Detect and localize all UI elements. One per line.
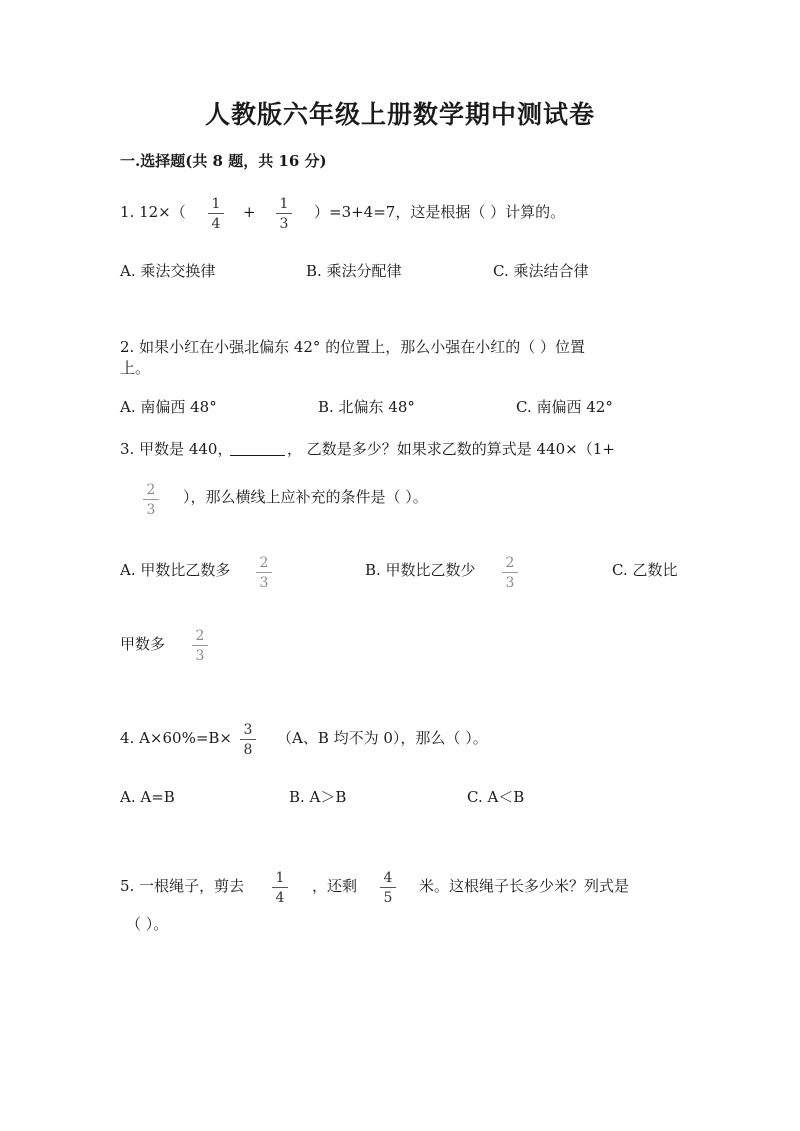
q3-line-1a: 3. 甲数是 440， bbox=[120, 440, 233, 458]
fraction-bar bbox=[256, 572, 272, 573]
q2-option-a[interactable]: A. 南偏西 48° bbox=[120, 398, 217, 416]
q1-option-b[interactable]: B. 乘法分配律 bbox=[306, 262, 402, 280]
q1-option-c[interactable]: C. 乘法结合律 bbox=[493, 262, 589, 280]
section-heading: 一.选择题(共 8 题，共 16 分) bbox=[120, 152, 327, 170]
fraction-bar bbox=[502, 572, 518, 573]
q2-line-2: 上。 bbox=[120, 359, 151, 377]
q4-option-b[interactable]: B. A＞B bbox=[289, 788, 347, 806]
fraction-bar bbox=[240, 739, 256, 740]
q1-plus: + bbox=[243, 203, 256, 221]
q1-fraction-a-den: 4 bbox=[211, 216, 221, 232]
q1-fraction-a bbox=[205, 196, 227, 232]
q3-option-b-text: B. 甲数比乙数少 bbox=[365, 561, 476, 579]
q3-option-c-text-1: C. 乙数比 bbox=[612, 561, 678, 579]
q3-line-1b: ， 乙数是多少？如果求乙数的算式是 440×（1+ bbox=[287, 440, 615, 458]
q5-fraction-a-den: 4 bbox=[275, 890, 285, 906]
fraction-bar bbox=[272, 887, 288, 888]
q5-suffix: 米。这根绳子长多少米？列式是 bbox=[419, 877, 630, 895]
q3-option-a-fraction bbox=[253, 555, 275, 591]
q3-answer-blank[interactable] bbox=[230, 455, 285, 456]
q1-suffix: ）=3+4=7，这是根据（ ）计算的。 bbox=[314, 203, 566, 221]
fraction-num: 2 bbox=[259, 555, 269, 571]
q3-option-b-fraction bbox=[499, 555, 521, 591]
q5-fraction-b bbox=[377, 870, 399, 906]
q3-option-c-fraction bbox=[189, 628, 211, 664]
q5-line-2: （ ）。 bbox=[126, 915, 169, 933]
q3-fraction bbox=[140, 482, 162, 518]
q1-fraction-b-den: 3 bbox=[279, 216, 289, 232]
q1-fraction-a-num: 1 bbox=[211, 196, 221, 212]
fraction-den: 3 bbox=[259, 575, 269, 591]
q2-line-1: 2. 如果小红在小强北偏东 42° 的位置上，那么小强在小红的（ ）位置 bbox=[120, 338, 585, 356]
fraction-num: 2 bbox=[195, 628, 205, 644]
q2-option-c[interactable]: C. 南偏西 42° bbox=[516, 398, 613, 416]
q4-suffix: （A、B 均不为 0），那么（ ）。 bbox=[277, 729, 488, 747]
q5-fraction-a bbox=[269, 870, 291, 906]
q4-option-c[interactable]: C. A＜B bbox=[467, 788, 525, 806]
fraction-bar bbox=[380, 887, 396, 888]
q4-option-a[interactable]: A. A=B bbox=[120, 788, 175, 806]
q4-fraction-num: 3 bbox=[243, 722, 253, 738]
q2-option-b[interactable]: B. 北偏东 48° bbox=[318, 398, 415, 416]
q3-fraction-den: 3 bbox=[146, 502, 156, 518]
q3-option-a-text: A. 甲数比乙数多 bbox=[120, 561, 231, 579]
fraction-bar bbox=[276, 213, 292, 214]
q1-fraction-b bbox=[273, 196, 295, 232]
q5-middle: ，还剩 bbox=[312, 877, 358, 895]
q4-fraction bbox=[237, 722, 259, 758]
page-title: 人教版六年级上册数学期中测试卷 bbox=[204, 100, 595, 129]
q5-fraction-a-num: 1 bbox=[275, 870, 285, 886]
fraction-den: 3 bbox=[505, 575, 515, 591]
q3-option-c-text-2: 甲数多 bbox=[120, 635, 166, 653]
q5-fraction-b-den: 5 bbox=[383, 890, 393, 906]
q1-option-a[interactable]: A. 乘法交换律 bbox=[120, 262, 216, 280]
fraction-bar bbox=[192, 645, 208, 646]
q4-fraction-den: 8 bbox=[243, 742, 253, 758]
q3-fraction-num: 2 bbox=[146, 482, 156, 498]
fraction-bar bbox=[143, 499, 159, 500]
fraction-bar bbox=[208, 213, 224, 214]
q3-line-2: ），那么横线上应补充的条件是（ ）。 bbox=[183, 488, 428, 506]
q5-prefix: 5. 一根绳子，剪去 bbox=[120, 877, 245, 895]
q5-fraction-b-num: 4 bbox=[383, 870, 393, 886]
q4-prefix: 4. A×60%=B× bbox=[120, 729, 232, 747]
q1-fraction-b-num: 1 bbox=[279, 196, 289, 212]
q1-prefix: 1. 12×（ bbox=[120, 203, 186, 221]
fraction-num: 2 bbox=[505, 555, 515, 571]
fraction-den: 3 bbox=[195, 648, 205, 664]
